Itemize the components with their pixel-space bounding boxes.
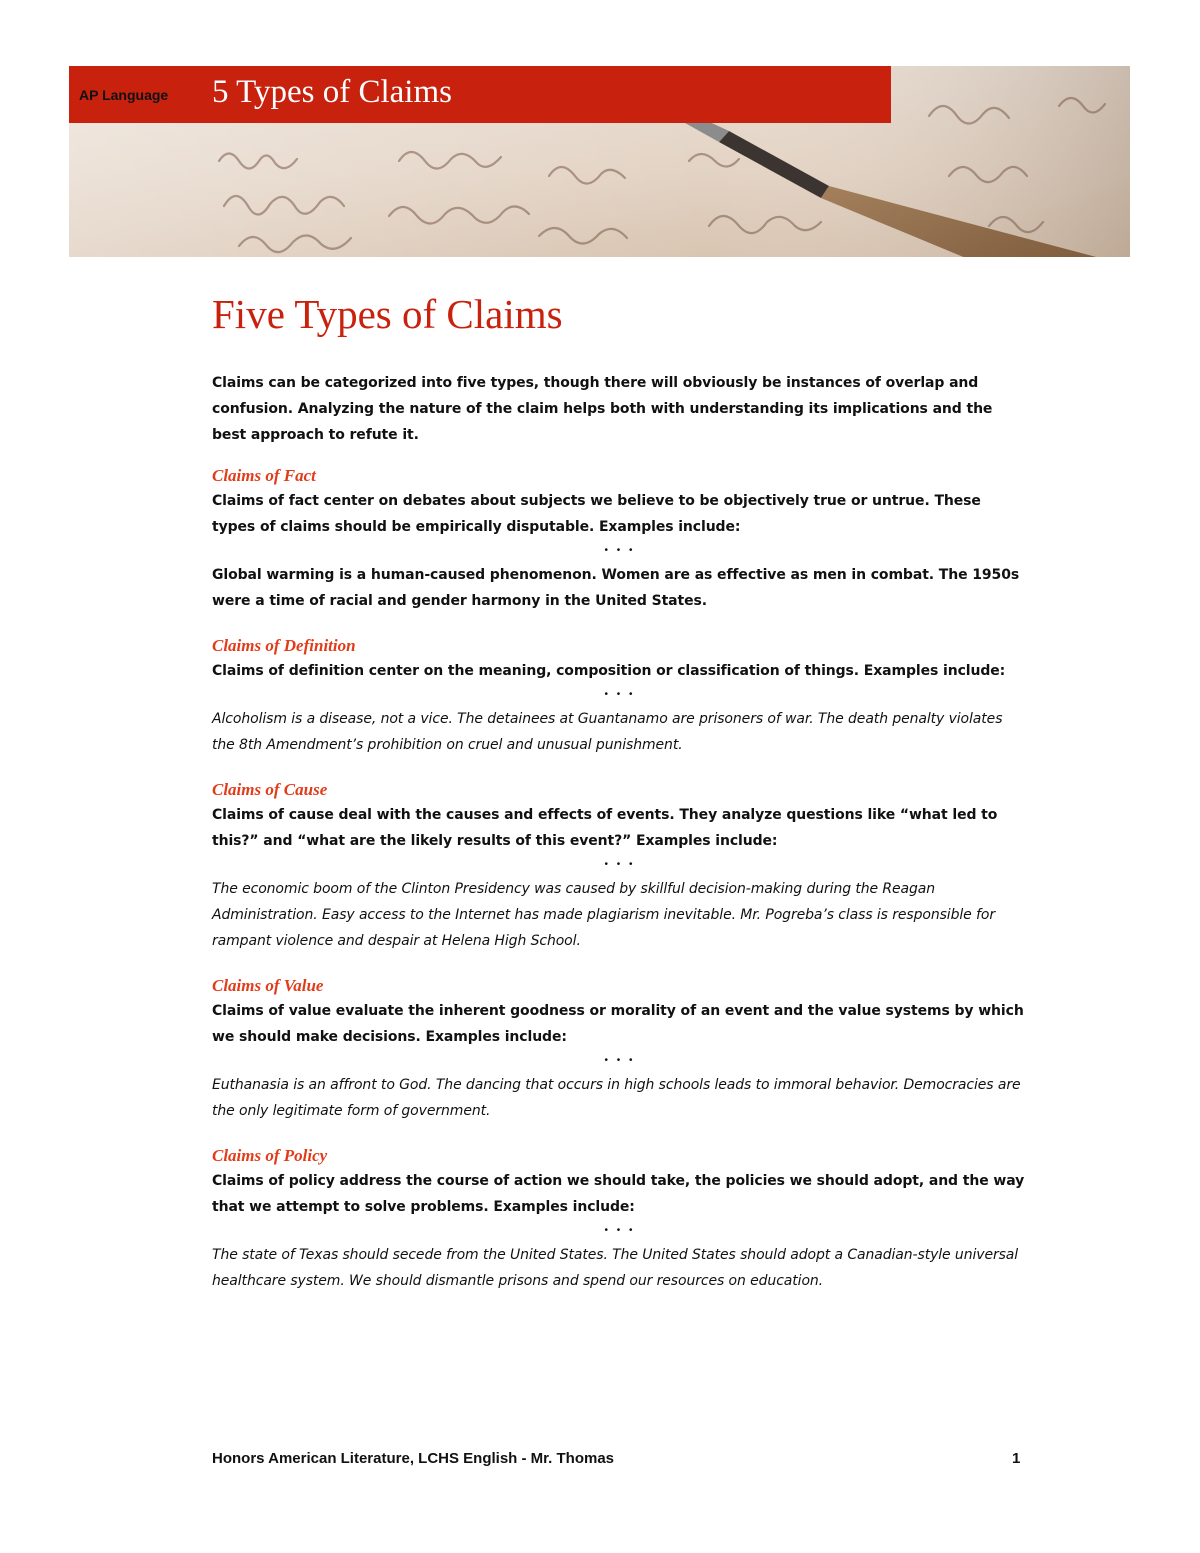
- section-description: Claims of definition center on the meaning, composition or classification of things. Examples include:: [212, 663, 1006, 679]
- section-heading: Claims of Cause: [212, 780, 328, 799]
- section-description: Claims of value evaluate the inherent goodness or morality of an event and the value systems by which we should make decisions. Examples include:: [212, 1003, 1024, 1045]
- bullet-separator: • • •: [604, 859, 636, 870]
- section-claims-of-definition: [212, 634, 1028, 758]
- page-number: 1: [1012, 1450, 1021, 1467]
- section-description: Claims of cause deal with the causes and effects of events. They analyze questions like “what led to this?” and “what are the likely results of this event?” Examples include:: [212, 807, 998, 849]
- footer-text: Honors American Literature, LCHS English - Mr. Thomas: [212, 1450, 615, 1467]
- section-heading: Claims of Value: [212, 976, 324, 995]
- section-claims-of-fact: [212, 464, 1028, 614]
- section-heading: Claims of Definition: [212, 636, 356, 655]
- intro-paragraph: Claims can be categorized into five types, though there will obviously be instances of overlap and confusion. Analyzing the nature of the claim helps both with understanding its implications and the best approach to refute it.: [212, 375, 993, 443]
- section-heading: Claims of Fact: [212, 466, 316, 485]
- section-description: Claims of policy address the course of action we should take, the policies we should adopt, and the way that we attempt to solve problems. Examples include:: [212, 1173, 1025, 1215]
- section-examples: The economic boom of the Clinton Presidency was caused by skillful decision-making during the Reagan Administration. Easy access to the Internet has made plagiarism inevitable. Mr. Pogreba’s class is responsible for rampant violence and despair at Helena High School.: [212, 881, 995, 949]
- section-heading: Claims of Policy: [212, 1146, 328, 1165]
- section-claims-of-cause: [212, 778, 1028, 954]
- section-description: Claims of fact center on debates about subjects we believe to be objectively true or untrue. These types of claims should be empirically disputable. Examples include:: [212, 493, 981, 535]
- bullet-separator: • • •: [604, 689, 636, 700]
- section-claims-of-policy: [212, 1144, 1028, 1294]
- section-claims-of-value: [212, 974, 1028, 1124]
- page-title: Five Types of Claims: [212, 291, 563, 337]
- title-bar: [69, 66, 891, 123]
- document-body: [212, 288, 1028, 1314]
- section-examples: Global warming is a human-caused phenomenon. Women are as effective as men in combat. The 1950s were a time of racial and gender harmony in the United States.: [212, 567, 1020, 609]
- bullet-separator: • • •: [604, 545, 636, 556]
- header-title: 5 Types of Claims: [212, 74, 452, 110]
- section-examples: Alcoholism is a disease, not a vice. The detainees at Guantanamo are prisoners of war. The death penalty violates the 8th Amendment’s prohibition on cruel and unusual punishment.: [212, 711, 1003, 753]
- section-examples: The state of Texas should secede from the United States. The United States should adopt a Canadian-style universal healthcare system. We should dismantle prisons and spend our resources on education.: [212, 1247, 1019, 1289]
- course-label: AP Language: [79, 87, 169, 103]
- bullet-separator: • • •: [604, 1055, 636, 1066]
- bullet-separator: • • •: [604, 1225, 636, 1236]
- section-examples: Euthanasia is an affront to God. The dancing that occurs in high schools leads to immoral behavior. Democracies are the only legitimate form of government.: [212, 1077, 1021, 1119]
